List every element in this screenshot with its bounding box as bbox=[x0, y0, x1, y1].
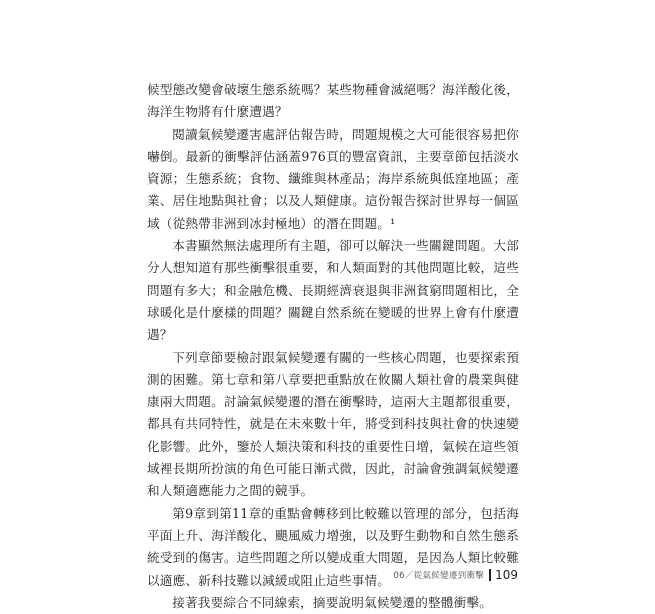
paragraph-chapter-overview: 下列章節要檢討跟氣候變遷有關的一些核心問題，也要探索預測的困難。第七章和第八章要把重點放在攸關人類社會的農業與健康兩大問題。討論氣候變遷的潛在衝擊時，這兩大主題都很重要，都具有共同特性，就是在未來數十年，將受到科技與社會的快速變化影響。此外，鑒於人類決策和科技的重要性日增，氣候在這些領域裡長期所扮演的角色可能日漸式微，因此，討論會強調氣候變遷和人類適應能力之間的競爭。 bbox=[147, 349, 519, 499]
paragraph-continuation: 候型態改變會破壞生態系統嗎？某些物種會滅絕嗎？海洋酸化後，海洋生物將有什麼遭遇？ bbox=[147, 82, 519, 120]
body-text bbox=[147, 79, 519, 614]
paragraph-key-questions: 本書顯然無法處理所有主題，卻可以解決一些關鍵問題。大部分人想知道有那些衝擊很重要，和人類面對的其他問題比較，這些問題有多大；和金融危機、長期經濟衰退與非洲貧窮問題相比，全球暖化是什麼樣的問題？關鍵自然系統在變暖的世界上會有什麼遭遇？ bbox=[147, 238, 519, 343]
running-head: 06／從氣候變遷到衝擊 bbox=[393, 571, 485, 581]
page-footer bbox=[350, 566, 518, 584]
footer-divider bbox=[489, 569, 491, 581]
page-number: 109 bbox=[495, 568, 518, 582]
paragraph-assessment-report: 閱讀氣候變遷害處評估報告時，問題規模之大可能很容易把你嚇倒。最新的衝擊評估涵蓋976頁的豐富資訊，主要章節包括淡水資源；生態系統；食物、纖維與林產品；海岸系統與低窪地區；產業、居住地點與社會；以及人類健康。這份報告探討世界每一個區域（從熱帶非洲到冰封極地）的潛在問題。¹ bbox=[147, 126, 519, 231]
paragraph-chapters-9-11: 第9章到第11章的重點會轉移到比較難以管理的部分，包括海平面上升、海洋酸化、颶風威力增強，以及野生動物和自然生態系統受到的傷害。這些問題之所以變成重大問題，是因為人類比較難以適應、新科技難以減緩或阻止這些事情。 bbox=[147, 505, 519, 588]
paragraph-summary: 接著我要綜合不同線索，摘要說明氣候變遷的整體衝擊。 bbox=[172, 594, 493, 610]
